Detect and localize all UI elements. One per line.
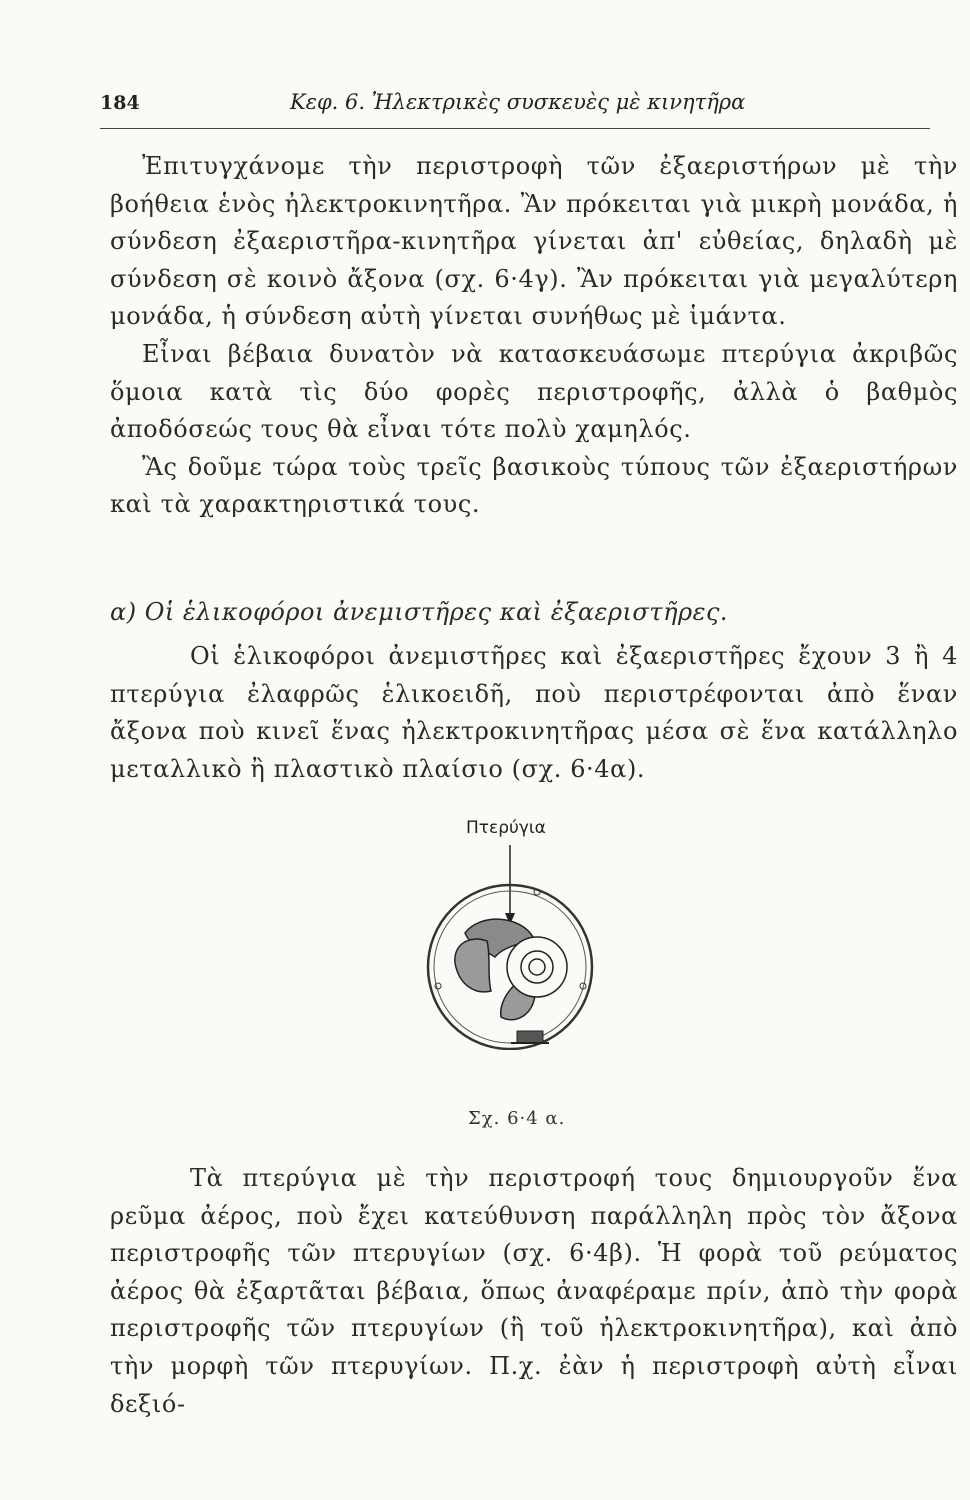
page-header [100, 92, 930, 129]
fan-diagram [425, 845, 595, 1050]
paragraph-4: Οἱ ἑλικοφόροι ἀνεμιστῆρες καὶ ἐξαεριστῆρες ἔχουν 3 ἢ 4 πτερύγια ἐλαφρῶς ἑλικοειδῆ, ποὺ περιστρέφονται ἀπὸ ἕναν ἄξονα ποὺ κινεῖ ἕνας ἠλεκτροκινητῆρας μέσα σὲ ἕνα κατάλληλο μεταλλικὸ ἢ πλαστικὸ πλαίσιο (σχ. 6·4α). [110, 642, 958, 783]
running-head: Κεφ. 6. Ἠλεκτρικὲς συσκευὲς μὲ κινητῆρα [290, 90, 746, 114]
section-text [110, 638, 958, 788]
fan-hub [507, 937, 567, 997]
fan-blade [455, 939, 491, 992]
section-heading: α) Οἱ ἑλικοφόροι ἀνεμιστῆρες καὶ ἐξαεριστῆρες. [110, 598, 729, 626]
motor-mount [517, 1031, 543, 1043]
figure-caption: Σχ. 6·4 α. [468, 1108, 566, 1129]
continuation-text [110, 1160, 958, 1423]
paragraph-2: Εἶναι βέβαια δυνατὸν νὰ κατασκευάσωμε πτερύγια ἀκριβῶς ὅμοια κατὰ τὶς δύο φορὲς περιστροφῆς, ἀλλὰ ὁ βαθμὸς ἀποδόσεώς τους θὰ εἶναι τότε πολὺ χαμηλός. [110, 339, 958, 444]
page-number: 184 [100, 92, 140, 114]
figure-label: Πτερύγια [466, 818, 546, 838]
paragraph-1: Ἐπιτυγχάνομε τὴν περιστροφὴ τῶν ἐξαεριστήρων μὲ τὴν βοήθεια ἑνὸς ἠλεκτροκινητῆρα. Ἂν πρόκειται γιὰ μικρὴ μονάδα, ἡ σύνδεση ἐξαεριστῆρα-κινητῆρα γίνεται ἀπ' εὐθείας, δηλαδὴ μὲ σύνδεση σὲ κοινὸ ἄξονα (σχ. 6·4γ). Ἂν πρόκειται γιὰ μεγαλύτερη μονάδα, ἡ σύνδεση αὐτὴ γίνεται συνήθως μὲ ἱμάντα. [110, 152, 958, 331]
paragraph-5: Τὰ πτερύγια μὲ τὴν περιστροφή τους δημιουργοῦν ἕνα ρεῦμα ἀέρος, ποὺ ἔχει κατεύθυνση παράλληλη πρὸς τὸν ἄξονα περιστροφῆς τῶν πτερυγίων (σχ. 6·4β). Ἡ φορὰ τοῦ ρεύματος ἀέρος θὰ ἐξαρτᾶται βέβαια, ὅπως ἀναφέραμε πρίν, ἀπὸ τὴν φορὰ περιστροφῆς τῶν πτερυγίων (ἢ τοῦ ἠλεκτροκινητῆρα), καὶ ἀπὸ τὴν μορφὴ τῶν πτερυγίων. Π.χ. ἐὰν ἡ περιστροφὴ αὐτὴ εἶναι δεξιό- [110, 1164, 958, 1418]
body-text [110, 148, 958, 524]
paragraph-3: Ἂς δοῦμε τώρα τοὺς τρεῖς βασικοὺς τύπους τῶν ἐξαεριστήρων καὶ τὰ χαρακτηριστικά τους. [110, 452, 958, 519]
